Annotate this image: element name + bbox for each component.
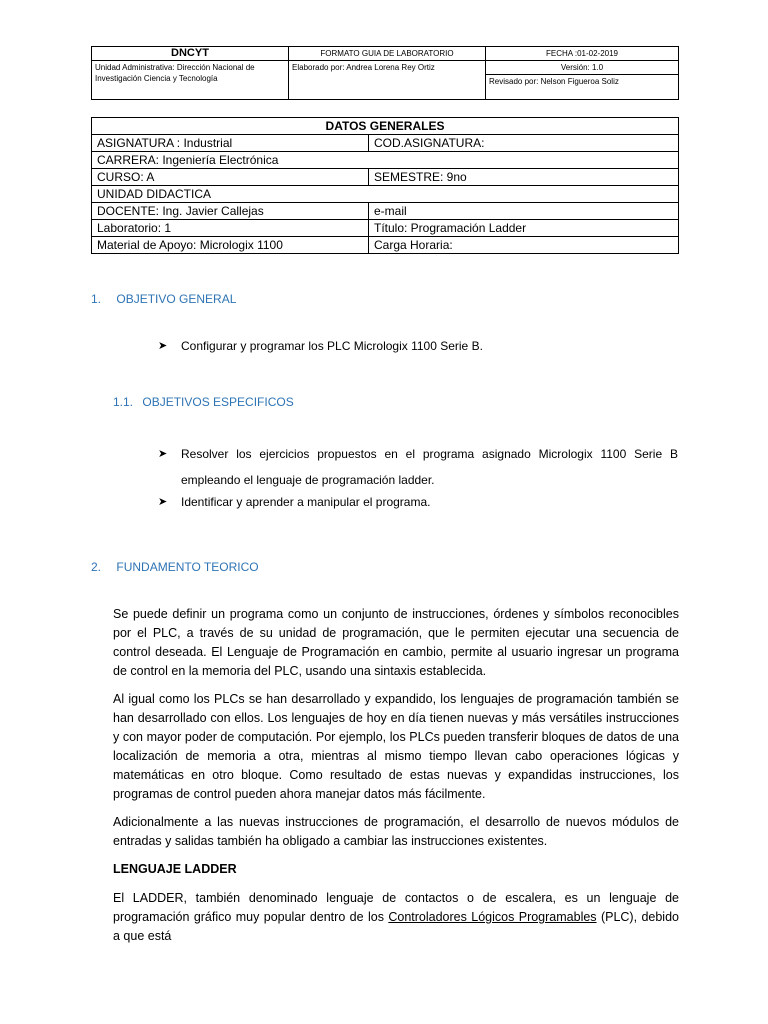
paragraph-4-end: (PLC), debido a que está	[113, 910, 679, 943]
specific-objective-2-text: Identificar y aprender a manipular el programa.	[181, 495, 431, 509]
section-1-1-number: 1.1.	[113, 395, 134, 409]
header-table	[91, 46, 679, 100]
section-2-title: FUNDAMENTO TEORICO	[116, 560, 259, 574]
lab-title: Título: Programación Ladder	[369, 220, 679, 237]
section-1-1-title: OBJETIVOS ESPECIFICOS	[142, 395, 294, 409]
specific-objective-1-line1: Resolver los ejercicios propuestos en el programa asignado Micrologix 1100 Serie B	[181, 447, 678, 461]
paragraph-4	[113, 889, 679, 946]
semester: SEMESTRE: 9no	[369, 169, 679, 186]
subject: ASIGNATURA : Industrial	[92, 135, 369, 152]
general-data-table	[91, 117, 679, 254]
org-name: DNCYT	[92, 47, 289, 61]
paragraph-3: Adicionalmente a las nuevas instrucciones de programación, el desarrollo de nuevos módulos de entradas y salidas también ha obligado a cambiar las instrucciones existentes.	[113, 815, 679, 848]
prepared-by: Elaborado por: Andrea Lorena Rey Ortiz	[289, 61, 486, 100]
plc-link[interactable]: Controladores Lógicos Programables	[388, 910, 597, 924]
section-2-heading	[91, 560, 259, 574]
doc-date: FECHA :01-02-2019	[486, 47, 679, 61]
specific-objective-1	[158, 441, 678, 493]
section-1-heading	[91, 292, 236, 306]
section-1-1-heading	[113, 395, 294, 409]
career: CARRERA: Ingeniería Electrónica	[92, 152, 679, 169]
didactic-unit: UNIDAD DIDACTICA	[92, 186, 679, 203]
doc-version: Versión: 1.0	[486, 61, 679, 75]
specific-objective-2	[158, 495, 701, 509]
arrowhead-bullet-icon: ➤	[158, 340, 168, 352]
ladder-heading: LENGUAJE LADDER	[113, 862, 237, 876]
lab-number: Laboratorio: 1	[92, 220, 369, 237]
format-title: FORMATO GUIA DE LABORATORIO	[289, 47, 486, 61]
admin-unit: Unidad Administrativa: Dirección Nacional de Investigación Ciencia y Tecnología	[92, 61, 289, 100]
paragraph-2: Al igual como los PLCs se han desarrollado y expandido, los lenguajes de programación también se han desarrollado con ellos. Los lenguajes de hoy en día tienen nuevas y más versátiles instrucciones y con mayor poder de computación. Por ejemplo, los PLCs pueden transferir bloques de datos de una localización de memoria a otra, mientras al mismo tiempo llevan cabo operaciones lógicas y matemáticas en otro bloque. Como resultado de estas nuevas y expandidas instrucciones, los programas de control pueden ahora manejar datos más fácilmente.	[113, 692, 679, 801]
course: CURSO: A	[92, 169, 369, 186]
specific-objective-1-line2: empleando el lenguaje de programación ladder.	[181, 473, 435, 487]
objective-general-text: Configurar y programar los PLC Micrologix 1100 Serie B.	[181, 339, 483, 353]
teacher: DOCENTE: Ing. Javier Callejas	[92, 203, 369, 220]
subject-code: COD.ASIGNATURA:	[369, 135, 679, 152]
hours: Carga Horaria:	[369, 237, 679, 254]
email: e-mail	[369, 203, 679, 220]
reviewed-by: Revisado por: Nelson Figueroa Soliz	[486, 75, 679, 100]
objective-general-item	[158, 339, 701, 353]
paragraph-1: Se puede definir un programa como un conjunto de instrucciones, órdenes y símbolos reconocibles por el PLC, a través de su unidad de programación, que le permiten ejecutar una secuencia de control deseada. El Lenguaje de Programación en cambio, permite al usuario ingresar un programa de control en la memoria del PLC, usando una sintaxis establecida.	[113, 607, 679, 678]
section-2-number: 2.	[91, 560, 102, 574]
paragraph-4-start: El LADDER, también denominado lenguaje de contactos o de escalera, es un lenguaje de programación gráfico muy popular dentro de los	[113, 891, 679, 924]
section-1-number: 1.	[91, 292, 102, 306]
arrowhead-bullet-icon: ➤	[158, 448, 168, 460]
support-material: Material de Apoyo: Micrologix 1100	[92, 237, 369, 254]
section-1-title: OBJETIVO GENERAL	[116, 292, 237, 306]
arrowhead-bullet-icon: ➤	[158, 496, 168, 508]
general-title: DATOS GENERALES	[92, 118, 679, 135]
